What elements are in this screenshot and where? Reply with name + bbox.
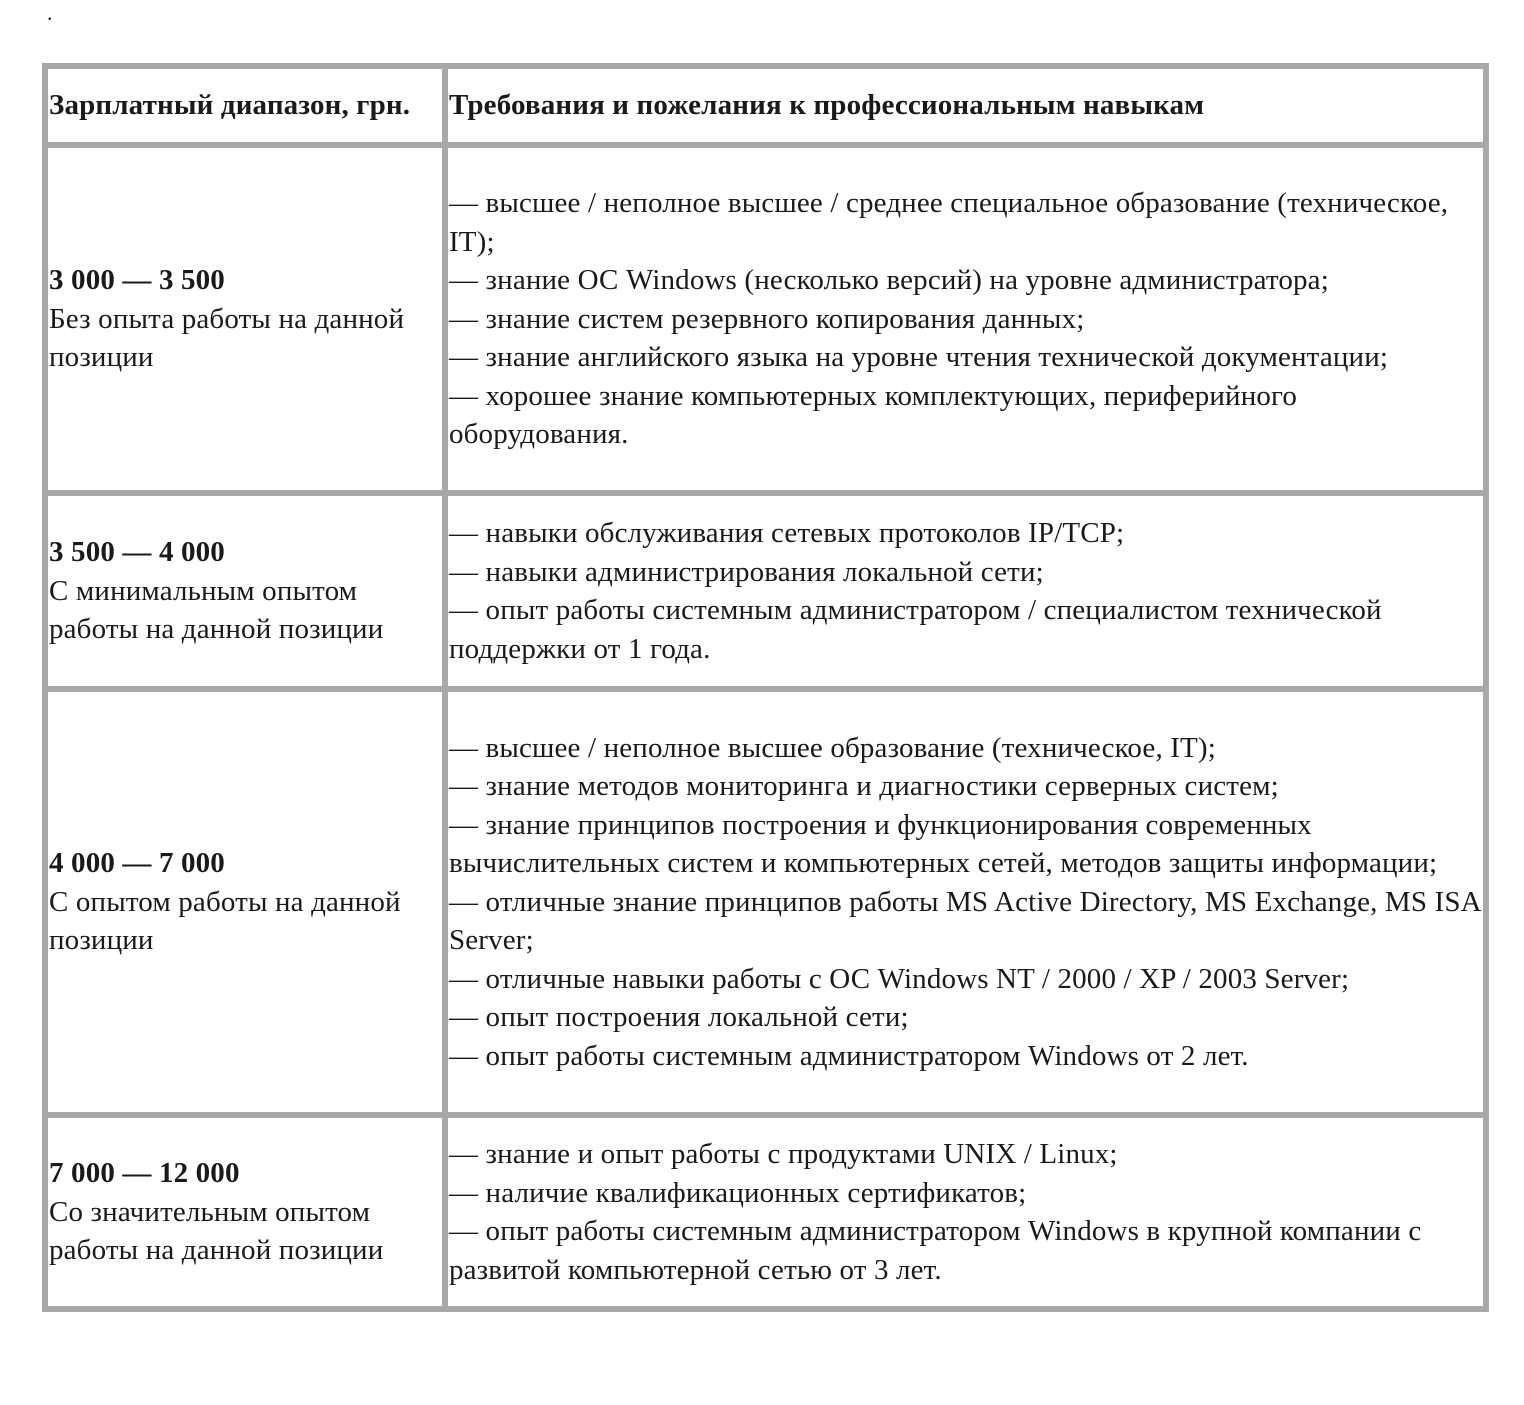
requirement-item: — знание ОС Windows (несколько версий) на уровне администратора;	[449, 264, 1329, 297]
salary-range: 3 000 — 3 500	[49, 264, 225, 297]
header-salary-range: Зарплатный диапазон, грн.	[45, 66, 445, 145]
table-row	[45, 493, 1486, 689]
requirements-cell	[445, 145, 1486, 493]
requirement-item: — опыт работы системным администратором / специалистом технической поддержки от 1 года.	[449, 594, 1382, 665]
salary-range: 4 000 — 7 000	[49, 847, 225, 880]
experience-level: Со значительным опытом работы на данной позиции	[49, 1195, 384, 1267]
salary-range: 3 500 — 4 000	[49, 536, 225, 569]
page-dot: .	[47, 0, 53, 25]
requirements-cell	[445, 493, 1486, 689]
requirement-item: — навыки администрирования локальной сети;	[449, 555, 1044, 588]
requirements-cell	[445, 689, 1486, 1115]
requirement-item: — опыт работы системным администратором Windows в крупной компании с развитой компьютерной сетью от 3 лет.	[449, 1215, 1422, 1286]
table-header-row	[45, 66, 1486, 145]
salary-range: 7 000 — 12 000	[49, 1157, 240, 1190]
requirements-list	[449, 184, 1483, 454]
experience-level: С минимальным опытом работы на данной позиции	[49, 574, 384, 646]
salary-cell	[45, 493, 445, 689]
experience-level: Без опыта работы на данной позиции	[49, 302, 405, 374]
salary-requirements-table	[42, 63, 1489, 1312]
salary-cell	[45, 145, 445, 493]
requirements-list	[449, 514, 1483, 668]
experience-level: С опытом работы на данной позиции	[49, 885, 401, 957]
requirement-item: — опыт построения локальной сети;	[449, 1001, 909, 1034]
table-row	[45, 689, 1486, 1115]
requirements-list	[449, 729, 1483, 1076]
salary-cell	[45, 689, 445, 1115]
requirement-item: — высшее / неполное высшее / среднее специальное образование (техническое, IT);	[449, 187, 1449, 258]
requirement-item: — высшее / неполное высшее образование (техническое, IT);	[449, 731, 1216, 764]
requirement-item: — отличные навыки работы с ОС Windows NT / 2000 / XP / 2003 Server;	[449, 962, 1350, 995]
table-row	[45, 1115, 1486, 1309]
table-row	[45, 145, 1486, 493]
requirement-item: — отличные знание принципов работы MS Active Directory, MS Exchange, MS ISA Server;	[449, 885, 1481, 957]
requirements-cell	[445, 1115, 1486, 1309]
header-requirements: Требования и пожелания к профессиональным навыкам	[445, 66, 1486, 145]
requirement-item: — знание английского языка на уровне чтения технической документации;	[449, 341, 1389, 374]
requirement-item: — навыки обслуживания сетевых протоколов IP/TCP;	[449, 517, 1125, 549]
requirement-item: — наличие квалификационных сертификатов;	[449, 1176, 1027, 1209]
requirement-item: — знание и опыт работы с продуктами UNIX / Linux;	[449, 1138, 1118, 1170]
requirement-item: — знание принципов построения и функционирования современных вычислительных систем и компьютерных сетей, методов защиты информации;	[449, 808, 1438, 880]
requirement-item: — знание методов мониторинга и диагностики серверных систем;	[449, 770, 1279, 803]
salary-cell	[45, 1115, 445, 1309]
requirement-item: — хорошее знание компьютерных комплектующих, периферийного оборудования.	[449, 379, 1298, 451]
requirements-list	[449, 1135, 1483, 1289]
requirement-item: — знание систем резервного копирования данных;	[449, 302, 1085, 335]
requirement-item: — опыт работы системным администратором Windows от 2 лет.	[449, 1039, 1249, 1072]
